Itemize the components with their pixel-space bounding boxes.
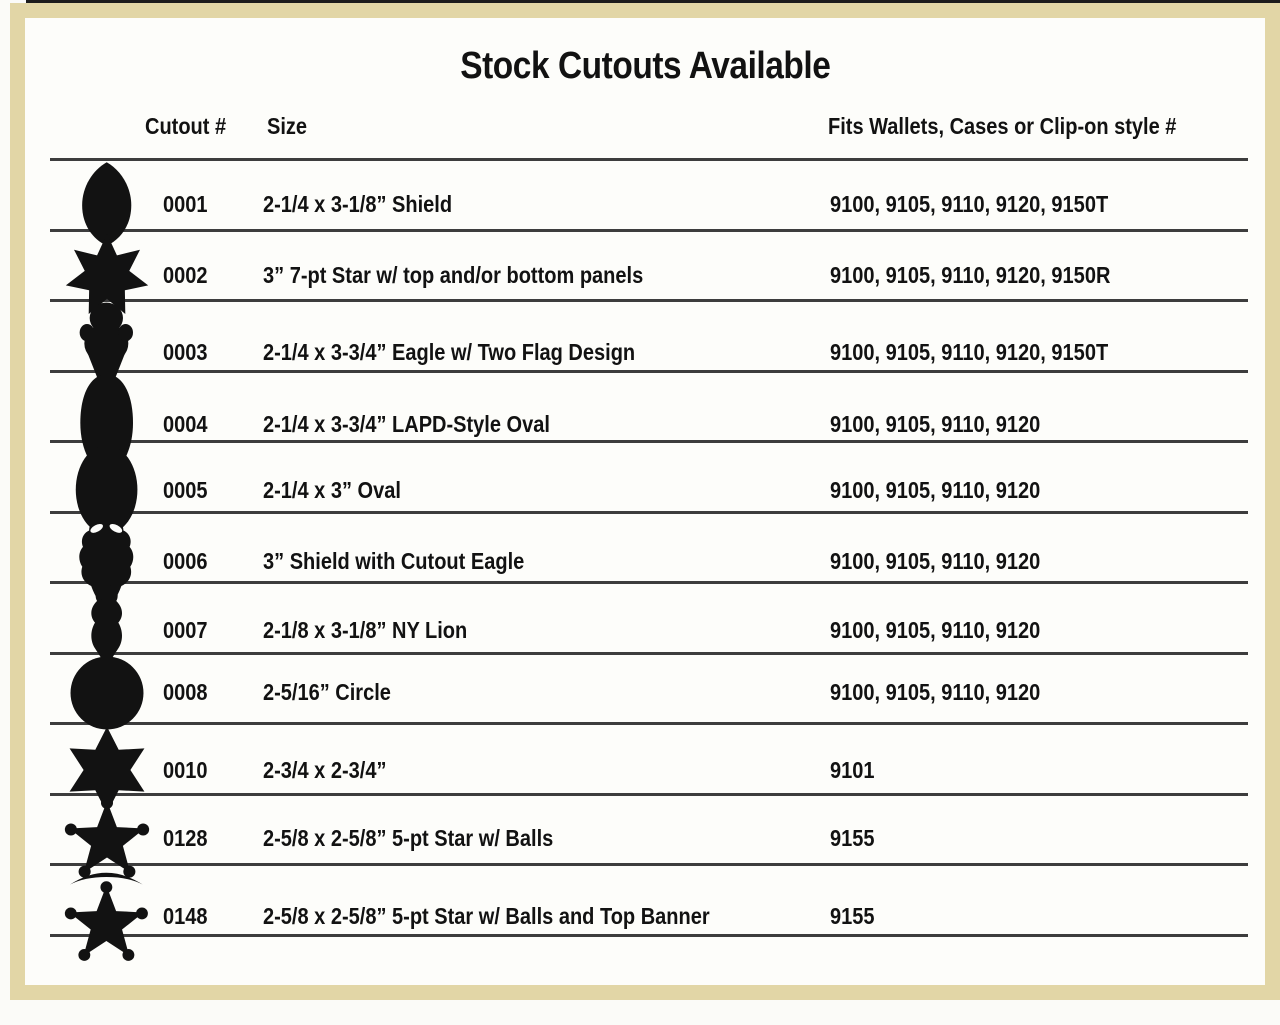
size-text: 3” Shield with Cutout Eagle	[263, 548, 525, 574]
size-text: 2-3/4 x 2-3/4”	[263, 756, 387, 783]
fits-text: 9101	[830, 756, 875, 783]
table-row	[50, 158, 1248, 229]
cutout-number: 0007	[163, 616, 208, 643]
cutout-number: 0006	[163, 548, 208, 574]
table-row	[50, 722, 1248, 793]
table-row	[50, 581, 1248, 652]
size-text: 2-5/16” Circle	[263, 679, 391, 705]
size-text: 2-1/4 x 3” Oval	[263, 476, 401, 503]
cutout-number: 0010	[163, 756, 208, 783]
table-header-row	[25, 113, 1265, 143]
fits-text: 9100, 9105, 9110, 9120	[830, 548, 1041, 574]
table-row	[50, 370, 1248, 441]
page-title	[25, 45, 1265, 88]
size-text: 2-1/8 x 3-1/8” NY Lion	[263, 616, 468, 643]
cutouts-table	[50, 158, 1248, 937]
cutout-number: 0008	[163, 679, 208, 705]
fits-text: 9100, 9105, 9110, 9120	[830, 616, 1041, 643]
header-fits: Fits Wallets, Cases or Clip-on style #	[828, 113, 1177, 139]
cutout-number: 0002	[163, 262, 208, 288]
size-text: 2-1/4 x 3-1/8” Shield	[263, 190, 453, 217]
table-row	[50, 793, 1248, 864]
table-row	[50, 511, 1248, 582]
fits-text: 9155	[830, 902, 875, 929]
size-text: 2-1/4 x 3-3/4” Eagle w/ Two Flag Design	[263, 338, 636, 365]
fits-text: 9155	[830, 825, 875, 851]
size-text: 2-5/8 x 2-5/8” 5-pt Star w/ Balls	[263, 825, 554, 851]
fits-text: 9100, 9105, 9110, 9120	[830, 476, 1041, 503]
cutout-number: 0148	[163, 902, 208, 929]
size-text: 3” 7-pt Star w/ top and/or bottom panels	[263, 262, 644, 288]
table-row	[50, 299, 1248, 370]
cutout-number: 0004	[163, 411, 208, 437]
cutout-number: 0001	[163, 190, 208, 217]
star5-balls-banner-icon	[50, 866, 163, 966]
table-row	[50, 229, 1248, 300]
table-row	[50, 652, 1248, 723]
page-title-text: Stock Cutouts Available	[459, 45, 831, 87]
catalog-page-frame	[10, 3, 1280, 1000]
size-text: 2-5/8 x 2-5/8” 5-pt Star w/ Balls and Top Banner	[263, 902, 710, 929]
cutout-number: 0128	[163, 825, 208, 851]
table-row	[50, 440, 1248, 511]
fits-text: 9100, 9105, 9110, 9120, 9150T	[830, 338, 1109, 365]
cutout-number: 0003	[163, 338, 208, 365]
fits-text: 9100, 9105, 9110, 9120	[830, 411, 1041, 437]
circle-icon	[50, 655, 163, 731]
header-cutout-number: Cutout #	[145, 113, 227, 139]
fits-text: 9100, 9105, 9110, 9120, 9150R	[830, 262, 1111, 288]
fits-text: 9100, 9105, 9110, 9120, 9150T	[830, 190, 1109, 217]
size-text: 2-1/4 x 3-3/4” LAPD-Style Oval	[263, 411, 550, 437]
header-size: Size	[267, 113, 308, 139]
fits-text: 9100, 9105, 9110, 9120	[830, 679, 1041, 705]
cutout-number: 0005	[163, 476, 208, 503]
table-row	[50, 863, 1248, 934]
